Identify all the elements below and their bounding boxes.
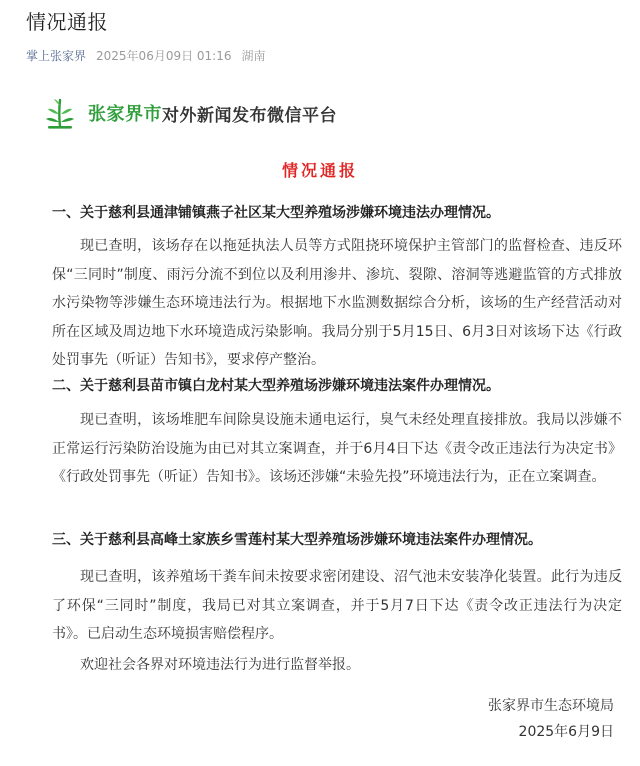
section-1-body: 现已查明，该场存在以拖延执法人员等方式阻挠环境保护主管部门的监督检查、违反环保“三同时”制度、雨污分流不到位以及利用渗井、渗坑、裂隙、溶洞等逃避监管的方式排放水污染物等涉嫌生态环境违法行为。根据地下水监测数据综合分析，该场的生产经营活动对所在区域及周边地下水环境造成污染影响。我局分别于5月15日、6月3日对该场下达《行政处罚事先（听证）告知书》，要求停产整治。 xyxy=(52,238,622,368)
platform-banner xyxy=(44,96,337,130)
article-meta xyxy=(26,47,266,65)
notice-title: 情况通报 xyxy=(281,161,358,180)
section-3-heading: 三、关于慈利县高峰土家族乡雪莲村某大型养殖场涉嫌环境违法案件办理情况。 xyxy=(52,532,542,548)
section-3-body: 现已查明，该养殖场干粪车间未按要求密闭建设、沼气池未安装净化装置。此行为违反了环保“三同时”制度，我局已对其立案调查，并于5月7日下达《责令改正违法行为决定书》。已启动生态环境损害赔偿程序。 xyxy=(52,569,622,642)
green-sprout-logo-icon xyxy=(44,96,76,130)
publish-datetime: 2025年06月09日 01:16 xyxy=(96,49,232,63)
section-2-heading: 二、关于慈利县苗市镇白龙村某大型养殖场涉嫌环境违法案件办理情况。 xyxy=(52,378,500,394)
section-1-heading: 一、关于慈利县通津铺镇燕子社区某大型养殖场涉嫌环境违法办理情况。 xyxy=(52,205,500,221)
platform-city-name: 张家界市 xyxy=(88,104,162,125)
source-account-link[interactable]: 掌上张家界 xyxy=(26,49,87,63)
platform-title: 对外新闻发布微信平台 xyxy=(162,105,337,126)
section-2-body: 现已查明，该场堆肥车间除臭设施未通电运行，臭气未经处理直接排放。我局以涉嫌不正常运行污染防治设施为由已对其立案调查，并于6月4日下达《责令改正违法行为决定书》《行政处罚事先（听证）告知书》。该场还涉嫌“未验先投”环境违法行为，正在立案调查。 xyxy=(52,412,622,485)
region-label: 湖南 xyxy=(241,49,266,63)
signature-issuer: 张家界市生态环境局 xyxy=(488,698,614,714)
article-title: 情况通报 xyxy=(26,10,108,34)
signature-date: 2025年6月9日 xyxy=(518,724,614,740)
closing-paragraph: 欢迎社会各界对环境违法行为进行监督举报。 xyxy=(80,657,360,673)
